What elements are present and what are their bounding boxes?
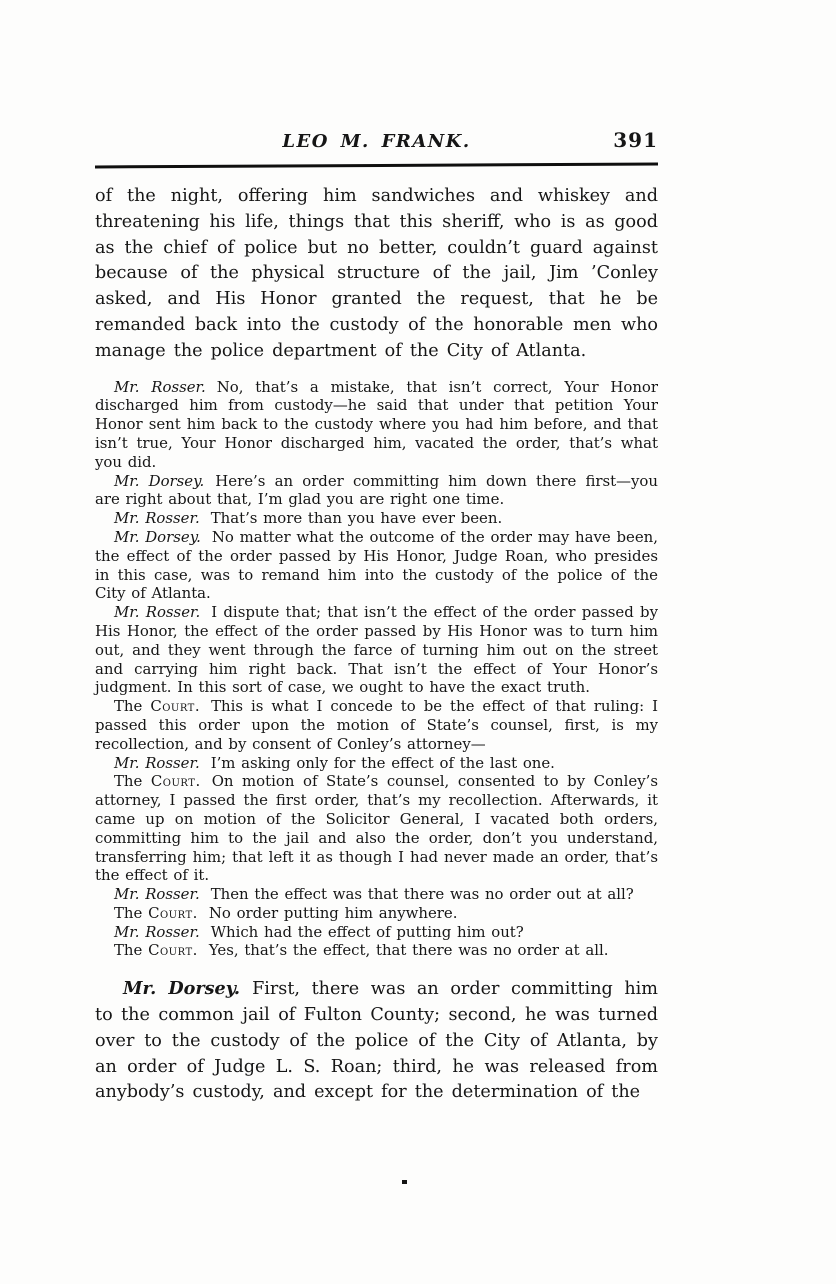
colloquy-paragraph <box>95 472 658 510</box>
speech-text: No order putting him anywhere. <box>208 903 458 922</box>
colloquy-paragraph <box>95 378 658 472</box>
colloquy-paragraph <box>95 603 658 697</box>
colloquy-paragraph <box>95 697 658 753</box>
colloquy-paragraph <box>95 885 658 904</box>
colloquy-paragraph <box>95 528 658 603</box>
speech-text: Here’s an order committing him down there first—you are right about that, I’m glad you are right one time. <box>95 471 658 509</box>
speech-text: Yes, that’s the effect, that there was no order at all. <box>208 941 609 960</box>
speaker-label: The Court. <box>114 941 198 960</box>
speaker-label: The Court. <box>114 903 198 922</box>
speaker-label: The Court. <box>114 772 201 791</box>
speech-text: This is what I concede to be the effect of that ruling: I passed this order upon the motion of State’s counsel, first, is my recollection, and by consent of Conley’s attorney— <box>95 697 658 753</box>
speaker-label: Mr. Rosser. <box>114 885 200 904</box>
speech-text: Which had the effect of putting him out? <box>210 922 524 941</box>
speaker-label: Mr. Dorsey. <box>114 471 205 490</box>
speaker-label: Mr. Rosser. <box>114 377 206 396</box>
speaker-label: Mr. Rosser. <box>114 603 201 622</box>
opening-paragraph: of the night, offering him sandwiches and whiskey and threatening his life, things that this sheriff, who is as good as the chief of police but no better, couldn’t guard against because of the physical structure of the jail, Jim ’Conley asked, and His Honor granted the request, that he be remanded back into the custody of the honorable men who manage the police department of the City of Atlanta. <box>95 186 658 361</box>
closing-speaker: Mr. Dorsey. <box>123 978 241 1000</box>
speech-text: I’m asking only for the effect of the last one. <box>210 753 555 772</box>
page-title: LEO M. FRANK. <box>282 131 471 152</box>
speaker-label: Mr. Dorsey. <box>114 527 201 546</box>
speech-text: On motion of State’s counsel, consented to by Conley’s attorney, I passed the first order, that’s my recollection. Afterwards, it came up on motion of the Solicitor General, I vacated both orders, committing him to the jail and also the order, don’t you understand, transferring him; that left it as though I had never made an order, that’s the effect of it. <box>95 772 658 885</box>
speaker-label: Mr. Rosser. <box>114 509 200 528</box>
colloquy-paragraph <box>95 923 658 942</box>
colloquy-section <box>95 378 658 961</box>
page-header <box>95 128 658 158</box>
speech-text: No matter what the outcome of the order may have been, the effect of the order passed by His Honor, Judge Roan, who presides in this case, was to remand him into the custody of the police of the City of Atlanta. <box>95 527 658 603</box>
colloquy-paragraph <box>95 941 658 960</box>
header-rule <box>95 163 658 169</box>
colloquy-paragraph <box>95 754 658 773</box>
scan-speck <box>402 1180 407 1184</box>
speaker-label: The Court. <box>114 697 201 716</box>
speech-text: That’s more than you have ever been. <box>210 509 503 528</box>
speech-text: No, that’s a mistake, that isn’t correct, Your Honor discharged him from custody—he said that under that petition Your Honor sent him back to the custody where you had him before, and that isn’t true, Your Honor discharged him, vacated the order, that’s what you did. <box>95 377 658 471</box>
colloquy-paragraph <box>95 509 658 528</box>
speaker-label: Mr. Rosser. <box>114 753 200 772</box>
speech-text: I dispute that; that isn’t the effect of the order passed by His Honor, the effect of the order passed by His Honor was to turn him out, and they went through the farce of turning him out on the street and carrying him right back. That isn’t the effect of Your Honor’s judgment. In this sort of case, we ought to have the exact truth. <box>95 603 658 697</box>
speech-text: Then the effect was that there was no order out at all? <box>210 885 634 904</box>
page-number: 391 <box>613 128 658 152</box>
colloquy-paragraph <box>95 772 658 885</box>
speaker-label: Mr. Rosser. <box>114 922 200 941</box>
closing-paragraph <box>95 976 658 1106</box>
closing-text: First, there was an order committing him to the common jail of Fulton County; second, he was turned over to the custody of the police of the City of Atlanta, by an order of Judge L. S. Roan; third, he was released from anybody’s custody, and except for the determination of the <box>95 979 658 1103</box>
colloquy-paragraph <box>95 904 658 923</box>
